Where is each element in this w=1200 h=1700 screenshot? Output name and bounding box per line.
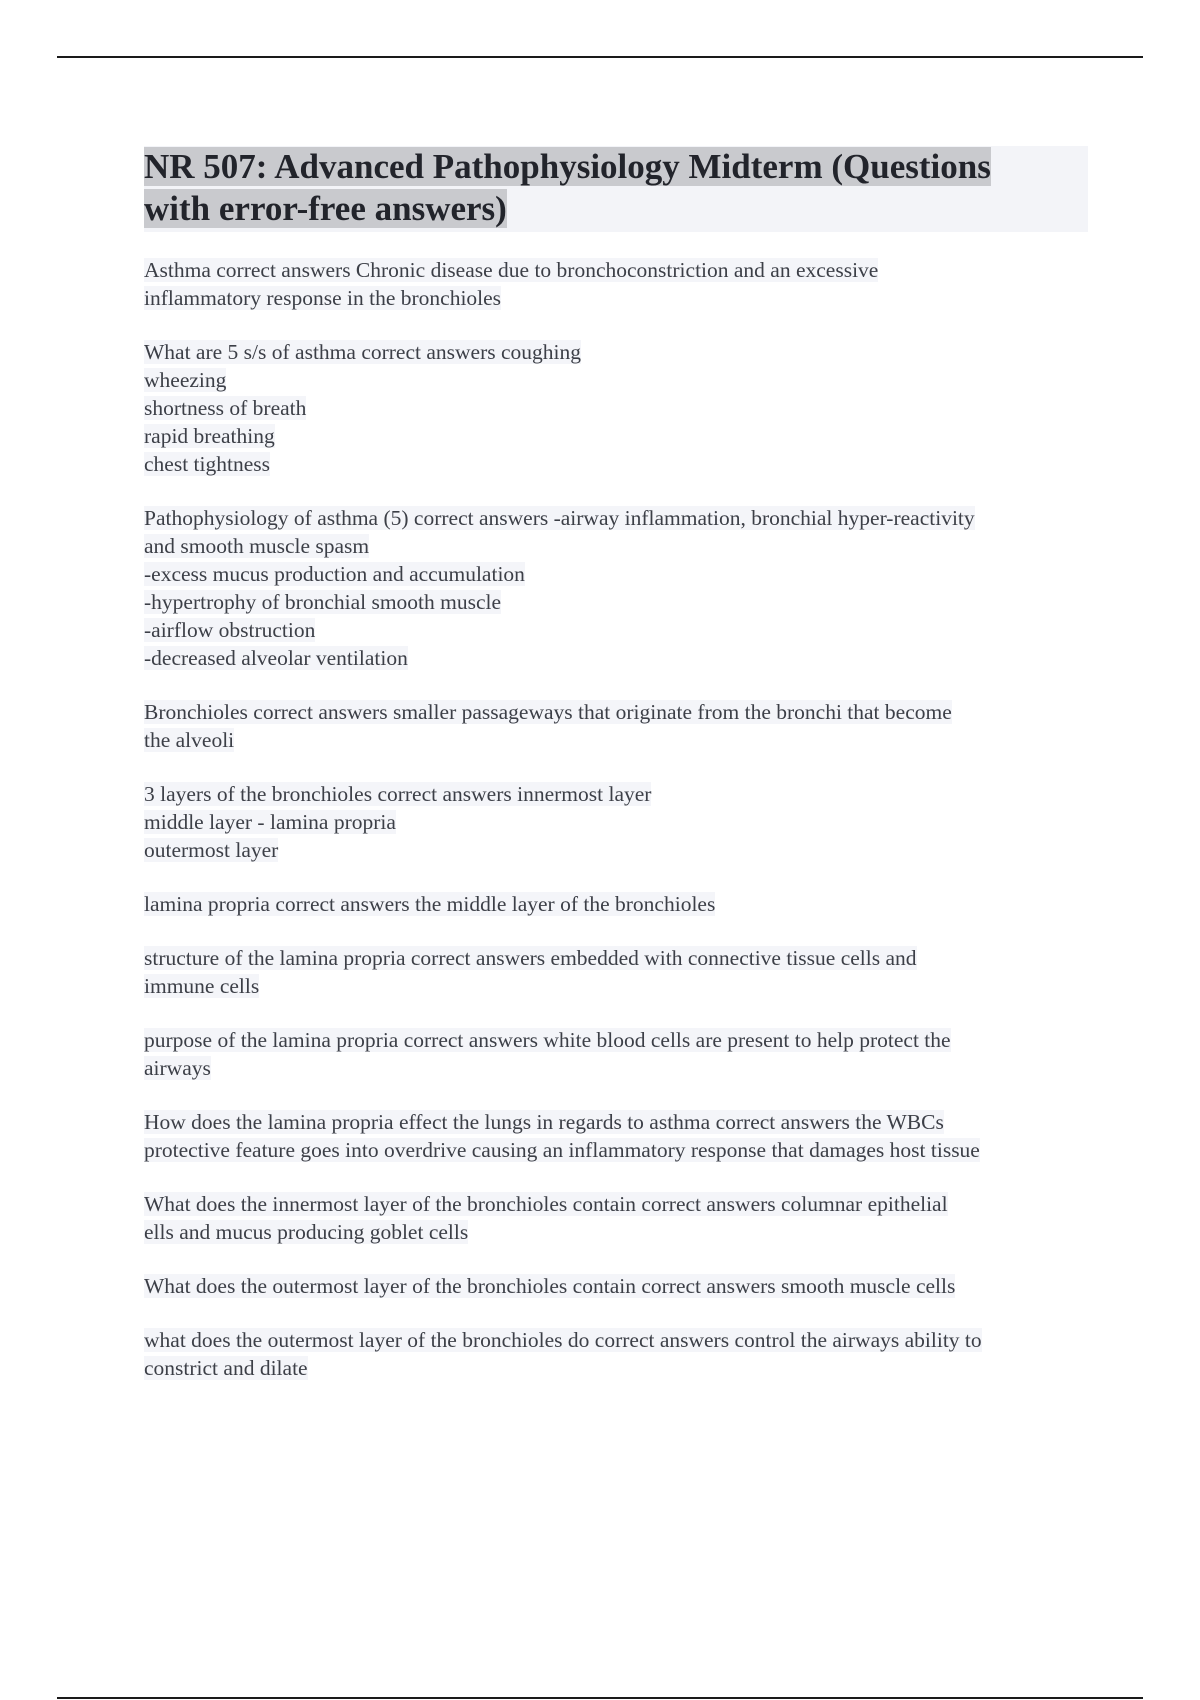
qa-entry	[144, 1326, 1094, 1382]
qa-line-text: outermost layer	[144, 838, 279, 862]
qa-line	[144, 1054, 1094, 1082]
qa-line	[144, 644, 1094, 672]
qa-line-text: Bronchioles correct answers smaller passageways that originate from the bronchi that become	[144, 700, 952, 724]
qa-line-text: How does the lamina propria effect the lungs in regards to asthma correct answers the WBCs	[144, 1110, 944, 1134]
qa-line	[144, 1026, 1094, 1054]
qa-line-text: What are 5 s/s of asthma correct answers coughing	[144, 340, 582, 364]
qa-line-text: rapid breathing	[144, 424, 275, 448]
qa-line-text: wheezing	[144, 368, 227, 392]
qa-line	[144, 616, 1094, 644]
qa-line	[144, 338, 1094, 366]
qa-line-text: inflammatory response in the bronchioles	[144, 286, 502, 310]
qa-line	[144, 422, 1094, 450]
qa-entry	[144, 890, 1094, 918]
qa-entry	[144, 698, 1094, 754]
qa-line	[144, 256, 1094, 284]
qa-line	[144, 450, 1094, 478]
qa-line-text: What does the innermost layer of the bronchioles contain correct answers columnar epithelial	[144, 1192, 948, 1216]
qa-line	[144, 560, 1094, 588]
qa-line	[144, 284, 1094, 312]
qa-line-text: lamina propria correct answers the middle layer of the bronchioles	[144, 892, 716, 916]
qa-line	[144, 698, 1094, 726]
qa-line	[144, 890, 1094, 918]
qa-entry	[144, 338, 1094, 478]
qa-line	[144, 366, 1094, 394]
qa-line-text: chest tightness	[144, 452, 270, 476]
qa-line-text: -excess mucus production and accumulation	[144, 562, 525, 586]
qa-line-text: what does the outermost layer of the bronchioles do correct answers control the airways ability to	[144, 1328, 982, 1352]
qa-line	[144, 394, 1094, 422]
qa-line-text: and smooth muscle spasm	[144, 534, 370, 558]
qa-line-text: structure of the lamina propria correct answers embedded with connective tissue cells and	[144, 946, 917, 970]
qa-entry	[144, 944, 1094, 1000]
qa-entry	[144, 1272, 1094, 1300]
qa-line-text: What does the outermost layer of the bronchioles contain correct answers smooth muscle cells	[144, 1274, 956, 1298]
qa-line	[144, 726, 1094, 754]
qa-line-text: 3 layers of the bronchioles correct answers innermost layer	[144, 782, 652, 806]
qa-entry	[144, 256, 1094, 312]
qa-line	[144, 1108, 1094, 1136]
qa-line	[144, 1272, 1094, 1300]
top-rule	[57, 56, 1143, 58]
qa-line	[144, 1326, 1094, 1354]
qa-entry	[144, 1190, 1094, 1246]
qa-line-text: protective feature goes into overdrive causing an inflammatory response that damages host tissue	[144, 1138, 980, 1162]
bottom-rule	[57, 1697, 1143, 1699]
qa-line-text: -airflow obstruction	[144, 618, 316, 642]
title-line-1: NR 507: Advanced Pathophysiology Midterm (Questions	[144, 147, 991, 186]
qa-entry	[144, 780, 1094, 864]
title-block	[144, 146, 1088, 232]
qa-line	[144, 1218, 1094, 1246]
qa-entry	[144, 1108, 1094, 1164]
qa-entry	[144, 1026, 1094, 1082]
qa-line	[144, 588, 1094, 616]
qa-line-text: Pathophysiology of asthma (5) correct answers -airway inflammation, bronchial hyper-reactivity	[144, 506, 975, 530]
qa-line	[144, 1136, 1094, 1164]
qa-line	[144, 808, 1094, 836]
document-title	[144, 146, 1088, 230]
qa-entry	[144, 504, 1094, 672]
qa-line	[144, 944, 1094, 972]
qa-line-text: constrict and dilate	[144, 1356, 308, 1380]
qa-line	[144, 504, 1094, 532]
title-line-2: with error-free answers)	[144, 189, 507, 228]
qa-line-text: ells and mucus producing goblet cells	[144, 1220, 469, 1244]
qa-list	[144, 256, 1094, 1408]
qa-line-text: immune cells	[144, 974, 260, 998]
qa-line	[144, 972, 1094, 1000]
qa-line-text: airways	[144, 1056, 211, 1080]
qa-line	[144, 780, 1094, 808]
qa-line	[144, 1190, 1094, 1218]
qa-line	[144, 1354, 1094, 1382]
qa-line-text: the alveoli	[144, 728, 235, 752]
qa-line-text: Asthma correct answers Chronic disease due to bronchoconstriction and an excessive	[144, 258, 879, 282]
qa-line-text: -decreased alveolar ventilation	[144, 646, 408, 670]
qa-line	[144, 836, 1094, 864]
qa-line-text: -hypertrophy of bronchial smooth muscle	[144, 590, 502, 614]
qa-line-text: middle layer - lamina propria	[144, 810, 396, 834]
qa-line	[144, 532, 1094, 560]
qa-line-text: shortness of breath	[144, 396, 307, 420]
qa-line-text: purpose of the lamina propria correct answers white blood cells are present to help protect the	[144, 1028, 951, 1052]
